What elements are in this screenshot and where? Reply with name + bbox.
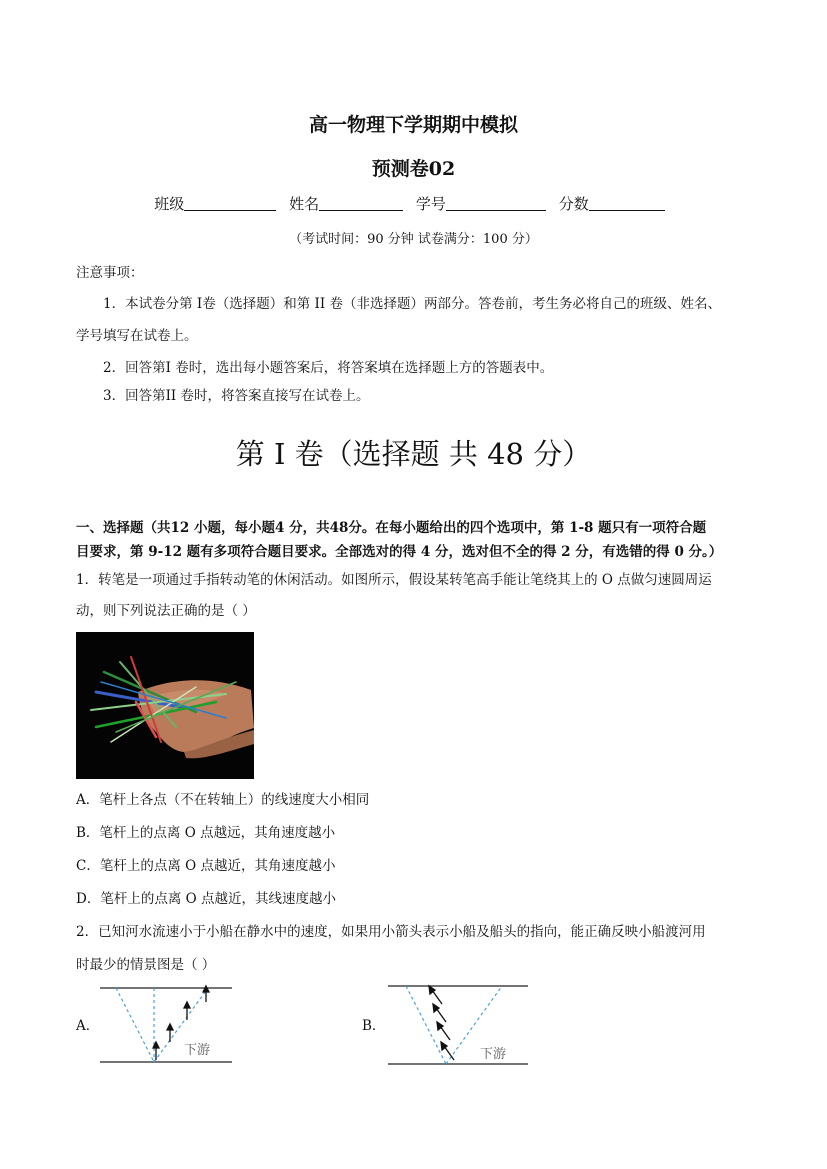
field-score-label: 分数 xyxy=(558,195,589,213)
part1-instructions-line1: 一、选择题（共12 小题，每小题4 分，共48分。在每小题给出的四个选项中，第 1-8 题只有一项符合题 xyxy=(76,520,707,536)
notes-heading: 注意事项： xyxy=(76,265,144,281)
q2-option-b-label[interactable]: B． xyxy=(362,1018,386,1034)
note-item-3: 3．回答第II 卷时，将答案直接写在试卷上。 xyxy=(103,388,370,404)
q2-stem-line1: 2．已知河水流速小于小船在静水中的速度，如果用小箭头表示小船及船头的指向，能正确反映小船渡河用 xyxy=(76,924,706,940)
q1-stem-line2: 动，则下列说法正确的是（ ） xyxy=(76,603,256,619)
section-title: 第 I 卷（选择题 共 48 分） xyxy=(235,437,592,471)
q1-stem-line1: 1．转笔是一项通过手指转动笔的休闲活动。如图所示，假设某转笔高手能让笔绕其上的 O 点做匀速圆周运 xyxy=(76,572,712,588)
field-id-blank[interactable] xyxy=(446,195,546,211)
downstream-label-a: 下游 xyxy=(184,1043,211,1058)
field-class-blank[interactable] xyxy=(184,195,276,211)
note-item-2: 2．回答第I 卷时，选出每小题答案后，将答案填在选择题上方的答题表中。 xyxy=(103,360,554,376)
student-info-row xyxy=(0,193,827,214)
q2-option-b-diagram[interactable] xyxy=(384,980,532,1070)
downstream-label-b: 下游 xyxy=(480,1047,507,1062)
field-name-label: 姓名 xyxy=(289,195,320,213)
field-class-label: 班级 xyxy=(154,195,185,213)
q2-option-a-diagram[interactable] xyxy=(96,984,236,1068)
q1-option-d[interactable]: D．笔杆上的点离 O 点越近，其线速度越小 xyxy=(76,891,336,907)
field-id-label: 学号 xyxy=(415,195,446,213)
part1-instructions-line2: 目要求，第 9-12 题有多项符合题目要求。全部选对的得 4 分，选对但不全的得 2 分，有选错的得 0 分。） xyxy=(76,544,723,560)
note-item-1-line1: 1．本试卷分第 I卷（选择题）和第 II 卷（非选择题）两部分。答卷前，考生务必将自己的班级、姓名、 xyxy=(103,296,721,312)
field-name-blank[interactable] xyxy=(319,195,403,211)
q2-stem-line2: 时最少的情景图是（ ） xyxy=(76,957,216,973)
q2-option-a-label[interactable]: A． xyxy=(76,1018,100,1034)
q1-option-b[interactable]: B．笔杆上的点离 O 点越远，其角速度越小 xyxy=(76,825,336,841)
exam-subtitle: 预测卷02 xyxy=(371,158,456,180)
field-score-blank[interactable] xyxy=(589,195,665,211)
pen-spinning-photo xyxy=(76,632,254,779)
exam-title: 高一物理下学期期中模拟 xyxy=(308,114,518,136)
q1-option-a[interactable]: A．笔杆上各点（不在转轴上）的线速度大小相同 xyxy=(76,792,370,808)
exam-info: （考试时间：90 分钟 试卷满分：100 分） xyxy=(289,232,538,247)
note-item-1-line2: 学号填写在试卷上。 xyxy=(76,328,198,344)
q1-option-c[interactable]: C．笔杆上的点离 O 点越近，其角速度越小 xyxy=(76,858,336,874)
